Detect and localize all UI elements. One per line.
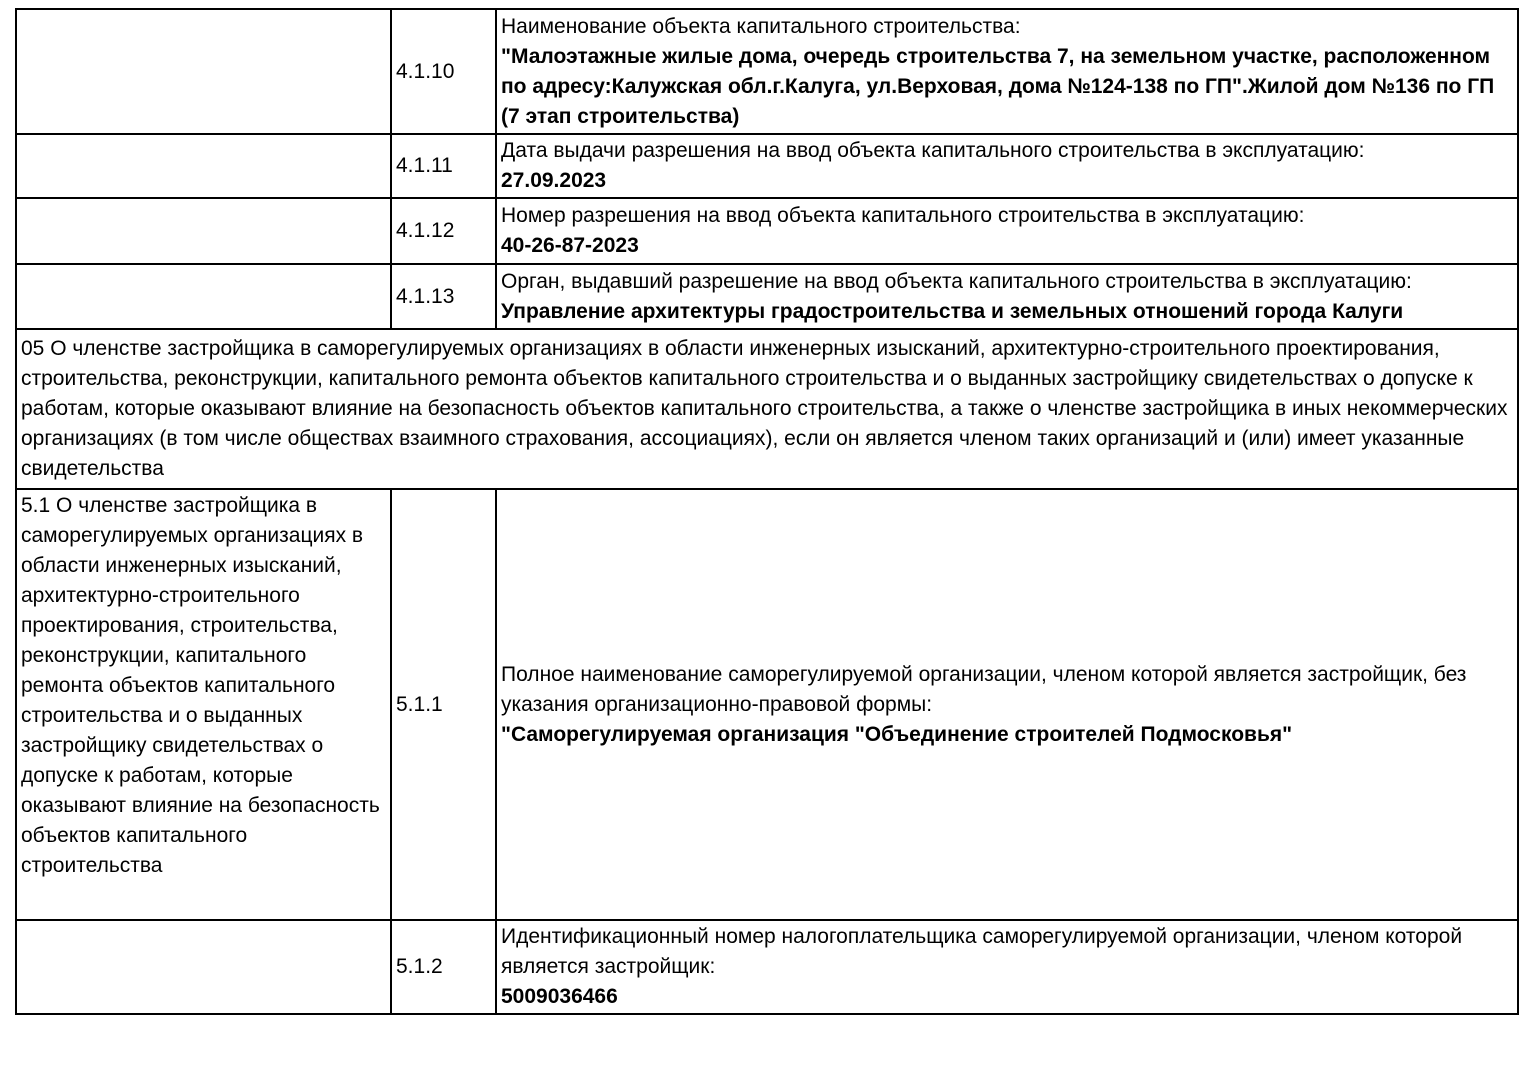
- label-cell-empty: [16, 198, 391, 264]
- declaration-table: [15, 8, 1519, 1015]
- row-number: 4.1.13: [391, 264, 496, 329]
- row-number: 4.1.12: [391, 198, 496, 264]
- field-answer: 40-26-87-2023: [501, 234, 639, 257]
- field-question: Полное наименование саморегулируемой организации, членом которой является застройщик, без указания организационно-правовой формы:: [501, 662, 1467, 716]
- section-header-row: [16, 329, 1518, 489]
- row-number: 5.1.2: [391, 920, 496, 1014]
- row-content: [496, 489, 1518, 920]
- label-cell-empty: [16, 920, 391, 1014]
- row-number: 4.1.11: [391, 134, 496, 198]
- field-answer: "Саморегулируемая организация "Объединение строителей Подмосковья": [501, 722, 1293, 746]
- field-answer: Управление архитектуры градостроительства и земельных отношений города Калуги: [501, 299, 1404, 323]
- field-question: Номер разрешения на ввод объекта капитального строительства в эксплуатацию:: [501, 204, 1305, 227]
- field-question: Орган, выдавший разрешение на ввод объекта капитального строительства в эксплуатацию:: [501, 269, 1412, 293]
- row-content: [496, 134, 1518, 198]
- field-answer: 27.09.2023: [501, 169, 607, 192]
- row-content: [496, 264, 1518, 329]
- table-row: [16, 489, 1518, 920]
- field-question: Идентификационный номер налогоплательщика саморегулируемой организации, членом которой является застройщик:: [501, 925, 1463, 978]
- section-header: 05 О членстве застройщика в саморегулируемых организациях в области инженерных изысканий, архитектурно-строительного проектирования, строительства, реконструкции, капитального ремонта объектов капитального строительства и о выданных застройщику свидетельствах о допуске к работам, которые оказывают влияние на безопасность объектов капитального строительства, а также о членстве застройщика в иных некоммерческих организациях (в том числе обществах взаимного страхования, ассоциациях), если он является членом таких организаций и (или) имеет указанные свидетельства: [16, 329, 1518, 489]
- field-answer: "Малоэтажные жилые дома, очередь строительства 7, на земельном участке, расположенном по адресу:Калужская обл.г.Калуга, ул.Верховая, дома №124-138 по ГП".Жилой дом №136 по ГП (7 этап строительства): [501, 44, 1495, 128]
- row-content: [496, 9, 1518, 134]
- row-number: 4.1.10: [391, 9, 496, 134]
- row-content: [496, 198, 1518, 264]
- label-cell-empty: [16, 9, 391, 134]
- label-cell-empty: [16, 264, 391, 329]
- label-cell-empty: [16, 134, 391, 198]
- row-number: 5.1.1: [391, 489, 496, 920]
- row-content: [496, 920, 1518, 1014]
- table-row: [16, 920, 1518, 1014]
- field-answer: 5009036466: [501, 985, 618, 1008]
- table-row: [16, 9, 1518, 134]
- table-row: [16, 198, 1518, 264]
- table-row: [16, 264, 1518, 329]
- section-left-label: 5.1 О членстве застройщика в саморегулируемых организациях в области инженерных изысканий, архитектурно-строительного проектирования, строительства, реконструкции, капитального ремонта объектов капитального строительства и о выданных застройщику свидетельствах о допуске к работам, которые оказывают влияние на безопасность объектов капитального строительства: [16, 489, 391, 920]
- table-row: [16, 134, 1518, 198]
- field-question: Дата выдачи разрешения на ввод объекта капитального строительства в эксплуатацию:: [501, 139, 1365, 162]
- field-question: Наименование объекта капитального строительства:: [501, 14, 1021, 38]
